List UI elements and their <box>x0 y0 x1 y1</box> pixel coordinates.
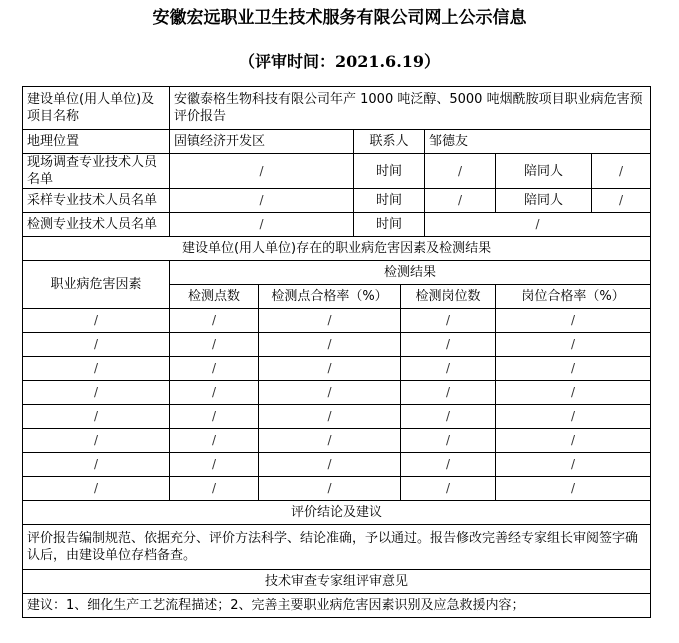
table-cell: / <box>401 357 496 381</box>
time-label: 时间 <box>354 189 425 213</box>
column-header: 检测点合格率（%） <box>259 285 401 309</box>
table-cell: / <box>23 381 170 405</box>
table-row <box>23 309 651 333</box>
conclusion-title-row <box>23 501 651 525</box>
companion-value: / <box>592 189 651 213</box>
personnel-row <box>23 213 651 237</box>
page-title: 安徽宏远职业卫生技术服务有限公司网上公示信息 <box>152 8 527 28</box>
conclusion-text: 评价报告编制规范、依据充分、评价方法科学、结论准确，予以通过。报告修改完善经专家组长审阅签字确认后，由建设单位存档备查。 <box>23 525 651 570</box>
conclusion-text-row <box>23 525 651 570</box>
table-cell: / <box>496 429 651 453</box>
expert-title-row <box>23 570 651 594</box>
hazard-section-title: 建设单位(用人单位)存在的职业病危害因素及检测结果 <box>23 237 651 261</box>
table-cell: / <box>259 405 401 429</box>
unit-row <box>23 87 651 130</box>
review-time: （评审时间：2021.6.19） <box>238 52 441 71</box>
personnel-names: / <box>170 189 354 213</box>
expert-text-row <box>23 594 651 618</box>
factor-header: 职业病危害因素 <box>23 261 170 309</box>
table-cell: / <box>259 453 401 477</box>
table-cell: / <box>170 357 259 381</box>
companion-value: / <box>592 154 651 189</box>
table-cell: / <box>23 429 170 453</box>
time-label: 时间 <box>354 154 425 189</box>
location-label: 地理位置 <box>23 130 170 154</box>
column-header: 岗位合格率（%） <box>496 285 651 309</box>
table-cell: / <box>23 357 170 381</box>
companion-label: 陪同人 <box>496 154 592 189</box>
companion-label: 陪同人 <box>496 189 592 213</box>
personnel-row <box>23 189 651 213</box>
unit-label: 建设单位(用人单位)及项目名称 <box>23 87 170 130</box>
table-cell: / <box>401 405 496 429</box>
table-cell: / <box>401 477 496 501</box>
table-cell: / <box>496 357 651 381</box>
expert-text: 建议：1、细化生产工艺流程描述；2、完善主要职业病危害因素识别及应急救援内容； <box>23 594 651 618</box>
table-cell: / <box>170 429 259 453</box>
table-cell: / <box>23 405 170 429</box>
table-cell: / <box>496 333 651 357</box>
expert-title: 技术审查专家组评审意见 <box>23 570 651 594</box>
table-cell: / <box>23 453 170 477</box>
table-cell: / <box>496 309 651 333</box>
time-value: / <box>425 213 651 237</box>
table-cell: / <box>170 381 259 405</box>
table-row <box>23 405 651 429</box>
contact-value: 邹德友 <box>425 130 651 154</box>
table-cell: / <box>170 453 259 477</box>
column-header: 检测岗位数 <box>401 285 496 309</box>
table-cell: / <box>259 333 401 357</box>
personnel-names: / <box>170 213 354 237</box>
table-cell: / <box>496 453 651 477</box>
personnel-names: / <box>170 154 354 189</box>
table-row <box>23 333 651 357</box>
personnel-label: 现场调查专业技术人员名单 <box>23 154 170 189</box>
column-header: 检测点数 <box>170 285 259 309</box>
table-row <box>23 381 651 405</box>
hazard-header-row <box>23 261 651 285</box>
table-cell: / <box>401 309 496 333</box>
table-row <box>23 357 651 381</box>
results-header: 检测结果 <box>170 261 651 285</box>
table-cell: / <box>23 333 170 357</box>
time-value: / <box>425 189 496 213</box>
personnel-row <box>23 154 651 189</box>
table-row <box>23 429 651 453</box>
table-cell: / <box>401 333 496 357</box>
personnel-label: 检测专业技术人员名单 <box>23 213 170 237</box>
table-cell: / <box>170 477 259 501</box>
hazard-rows <box>23 309 651 501</box>
conclusion-title: 评价结论及建议 <box>23 501 651 525</box>
table-row <box>23 453 651 477</box>
table-cell: / <box>259 429 401 453</box>
table-row <box>23 477 651 501</box>
hazard-section-row <box>23 237 651 261</box>
table-cell: / <box>259 477 401 501</box>
table-cell: / <box>496 477 651 501</box>
table-cell: / <box>259 381 401 405</box>
table-cell: / <box>259 309 401 333</box>
table-cell: / <box>401 381 496 405</box>
table-cell: / <box>401 429 496 453</box>
personnel-label: 采样专业技术人员名单 <box>23 189 170 213</box>
table-cell: / <box>496 381 651 405</box>
table-cell: / <box>259 357 401 381</box>
unit-value: 安徽泰格生物科技有限公司年产 1000 吨泛醇、5000 吨烟酰胺项目职业病危害预评价报告 <box>170 87 651 130</box>
table-cell: / <box>401 453 496 477</box>
table-cell: / <box>23 309 170 333</box>
time-value: / <box>425 154 496 189</box>
info-table <box>22 86 651 618</box>
time-label: 时间 <box>354 213 425 237</box>
table-cell: / <box>170 309 259 333</box>
table-cell: / <box>170 333 259 357</box>
table-cell: / <box>496 405 651 429</box>
contact-label: 联系人 <box>354 130 425 154</box>
location-value: 固镇经济开发区 <box>170 130 354 154</box>
table-cell: / <box>170 405 259 429</box>
table-cell: / <box>23 477 170 501</box>
location-row <box>23 130 651 154</box>
